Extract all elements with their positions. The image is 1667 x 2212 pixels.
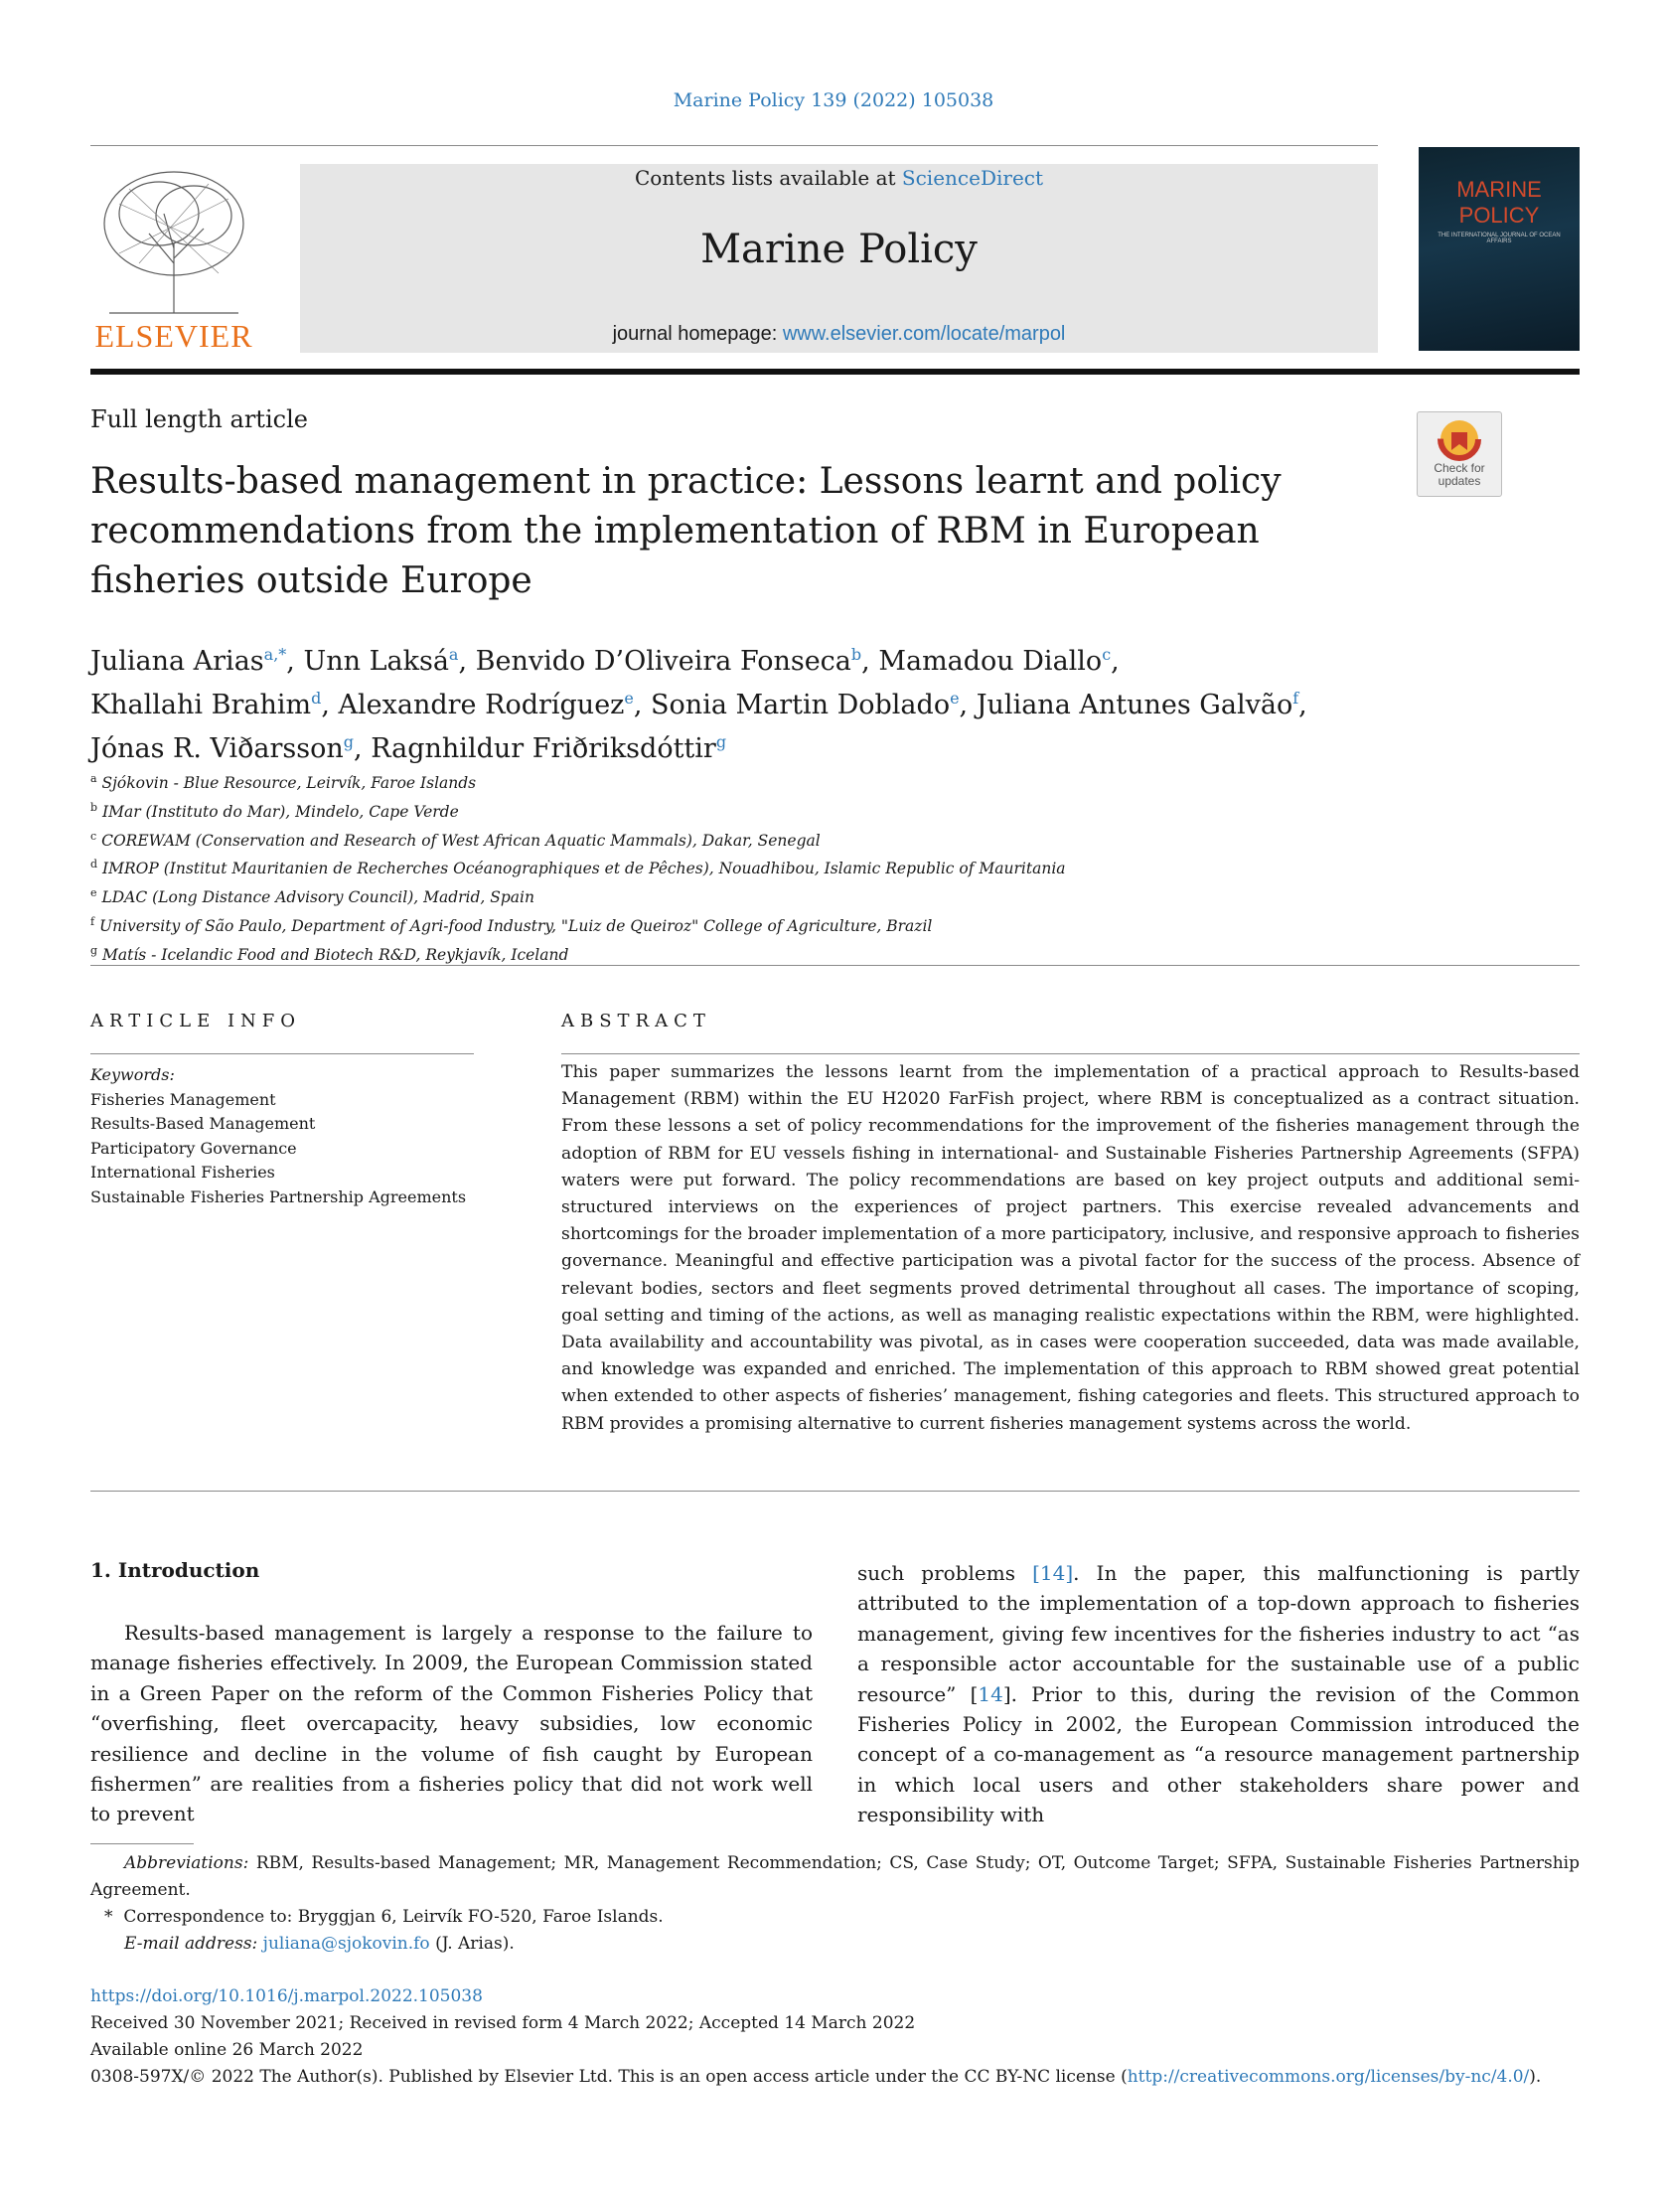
asterisk-marker: * [104,1907,124,1927]
citation-link[interactable]: [14] [1032,1561,1074,1585]
homepage-link[interactable]: www.elsevier.com/locate/marpol [782,323,1066,345]
affiliation-list [90,767,1412,967]
available-online: Available online 26 March 2022 [90,2040,364,2060]
author-name: Juliana Arias [90,646,264,677]
abstract-text: This paper summarizes the lessons learnt from the implementation of a practical approach to Results-based Management (RBM) within the EU H2020 FarFish project, where RBM is conceptualized as a contract situation. From these lessons a set of policy recommendations for the improvement of the fisheries management through the adoption of RBM for EU vessels fishing in international- and Sustainable Fisheries Partnership Agreements (SFPA) waters were put forward. The policy recommendations are based on key project outputs and additional semi-structured interviews on the experiences of project partners. This exercise revealed advancements and shortcomings for the broader implementation of a more participatory, inclusive, and responsive approach to fisheries governance. Meaningful and effective participation was a pivotal factor for the success of the process. Absence of relevant bodies, sectors and fleet segments proved detrimental throughout all cases. The importance of scoping, goal setting and timing of the actions, as well as managing realistic expectations within the RBM, were highlighted. Data availability and accountability was pivotal, as in cases were cooperation succeeded, data was made available, and knowledge was expanded and enriched. The implementation of this approach to RBM showed great potential when extended to other aspects of fisheries’ management, fishing categories and fleets. This structured approach to RBM provides a promising alternative to current fisheries management systems across the world. [561,1062,1580,1434]
author-separator: , [633,690,652,720]
email-link[interactable]: juliana@sjokovin.fo [262,1934,430,1954]
intro-column-right [857,1558,1580,1830]
license-link[interactable]: http://creativecommons.org/licenses/by-nc/4.0/ [1127,2067,1530,2087]
affiliation-item [90,767,1412,796]
author-name: Ragnhildur Friðriksdóttir [371,733,716,764]
author-name: Sonia Martin Doblado [651,690,951,720]
author-separator: , [321,690,339,720]
affiliation-item [90,825,1412,854]
author-affiliation-marker[interactable]: c [1102,645,1112,664]
affiliation-text: Sjókovin - Blue Resource, Leirvík, Faroe Islands [101,774,477,793]
author-name: Khallahi Brahim [90,690,312,720]
intro-column-left: Results-based management is largely a response to the failure to manage fisheries effectively. In 2009, the European Commission stated in a Green Paper on the reform of the Common Fisheries Policy that “overfishing, fleet overcapacity, heavy subsidies, low economic resilience and decline in the volume of fish caught by European fishermen” are realities from a fisheries policy that did not work well to prevent [90,1621,813,1826]
author-separator: , [354,733,372,764]
email-label: E-mail address: [124,1934,258,1954]
author-name: Alexandre Rodríguez [338,690,625,720]
affiliation-key: b [90,800,98,814]
affiliation-key: c [90,829,97,843]
homepage-line [300,323,1378,346]
author-affiliation-marker[interactable]: f [1292,689,1299,708]
affiliation-key: a [90,772,97,785]
affiliation-text: Matís - Icelandic Food and Biotech R&D, Reykjavík, Iceland [101,945,569,964]
intro-text-part3: ]. Prior to this, during the revision of the Common Fisheries Policy in 2002, the European Commission introduced the concept of a co-management as “a resource management partnership in which local users and other stakeholders share power and responsibility with [857,1681,1580,1827]
abbreviations-label: Abbreviations: [124,1853,249,1873]
sciencedirect-link[interactable]: ScienceDirect [901,166,1044,190]
author-separator: , [286,646,304,677]
masthead-thick-rule [90,369,1580,375]
keywords-list [90,1088,478,1210]
affiliation-key: g [90,943,98,957]
author-affiliation-marker[interactable]: g [715,732,727,751]
abstract-rule [561,1053,1580,1054]
author-separator: , [959,690,977,720]
license-statement [90,2064,1580,2091]
keyword-item: Fisheries Management [90,1089,276,1109]
crossmark-label [1418,462,1501,488]
author-affiliation-marker[interactable]: e [950,689,960,708]
correspondence-footnote [90,1904,1580,1931]
contents-prefix: Contents lists available at [634,166,902,190]
keyword-item: Results-Based Management [90,1114,316,1134]
affiliation-item [90,939,1412,968]
keywords-block [90,1063,478,1210]
author-list [90,636,1412,767]
check-for-updates-badge[interactable] [1417,411,1502,497]
affiliation-key: e [90,886,97,899]
keywords-label: Keywords: [90,1065,175,1084]
author-separator: , [1298,690,1307,720]
author-affiliation-marker[interactable]: g [343,732,355,751]
cover-title-line1: MARINE [1456,177,1542,202]
doi-link[interactable]: https://doi.org/10.1016/j.marpol.2022.105038 [90,1986,483,2006]
author-name: Juliana Antunes Galvão [976,690,1293,720]
footnote-rule [90,1843,194,1844]
contents-line [300,166,1378,190]
email-suffix: (J. Arias). [429,1934,515,1954]
author-name: Jónas R. Viðarsson [90,733,344,764]
intro-text-part1: such problems [857,1561,1033,1585]
affiliation-key: f [90,914,95,928]
citation-link[interactable]: 14 [978,1681,1003,1706]
affiliation-item [90,853,1412,881]
email-footnote [90,1931,1580,1958]
abbreviations-footnote [90,1850,1580,1904]
license-prefix: 0308-597X/© 2022 The Author(s). Published by Elsevier Ltd. This is an open access article under the CC BY-NC license ( [90,2067,1128,2087]
author-affiliation-marker[interactable]: a [448,645,459,664]
affiliation-item [90,881,1412,910]
article-title: Results-based management in practice: Lessons learnt and policy recommendations from the implementation of RBM in European fisheries outside Europe [90,461,1282,601]
keyword-item: Sustainable Fisheries Partnership Agreements [90,1186,467,1206]
author-name: Mamadou Diallo [878,646,1103,677]
author-separator: , [861,646,879,677]
affiliation-text: University of São Paulo, Department of Agri-food Industry, "Luiz de Queiroz" College of Agriculture, Brazil [99,916,933,935]
author-separator: , [1111,646,1120,677]
header-rule [90,145,1378,146]
affiliation-item [90,910,1412,939]
article-info-rule [90,1053,474,1054]
author-name: Benvido D’Oliveira Fonseca [475,646,851,677]
author-affiliation-marker[interactable]: e [624,689,634,708]
abstract-heading: ABSTRACT [561,1011,711,1031]
section-heading-introduction: 1. Introduction [90,1558,260,1582]
affiliation-item [90,796,1412,825]
affiliation-text: IMar (Instituto do Mar), Mindelo, Cape Verde [101,802,459,821]
affiliation-key: d [90,858,98,871]
abstract-bottom-rule [90,1491,1580,1492]
crossmark-icon [1418,412,1501,462]
affiliation-text: COREWAM (Conservation and Research of West African Aquatic Mammals), Dakar, Senegal [101,831,821,850]
journal-title: Marine Policy [700,227,978,272]
cover-subtitle: THE INTERNATIONAL JOURNAL OF OCEAN AFFAIRS [1438,233,1561,244]
author-affiliation-marker[interactable]: b [850,645,862,664]
cover-title [1419,177,1580,229]
crossmark-label-line2: updates [1438,474,1481,488]
affiliation-text: IMROP (Institut Mauritanien de Recherches Océanographiques et de Pêches), Nouadhibou, Islamic Republic of Mauritania [101,860,1066,878]
cover-title-line2: POLICY [1458,203,1540,228]
license-suffix: ). [1529,2067,1542,2087]
received-dates: Received 30 November 2021; Received in revised form 4 March 2022; Accepted 14 March 2022 [90,2013,916,2033]
author-name: Unn Laksá [303,646,449,677]
keyword-item: International Fisheries [90,1163,275,1183]
journal-citation[interactable]: Marine Policy 139 (2022) 105038 [673,89,994,111]
article-info-heading: ARTICLE INFO [90,1011,302,1031]
affiliation-rule [90,965,1580,966]
elsevier-wordmark: ELSEVIER [94,318,253,354]
keyword-item: Participatory Governance [90,1138,297,1158]
abbreviations-text: RBM, Results-based Management; MR, Management Recommendation; CS, Case Study; OT, Outcome Target; SFPA, Sustainable Fisheries Partnership Agreement. [90,1853,1580,1900]
crossmark-label-line1: Check for [1434,461,1485,475]
author-separator: , [458,646,476,677]
author-affiliation-marker[interactable]: d [311,689,322,708]
homepage-prefix: journal homepage: [612,323,783,345]
article-type: Full length article [90,405,308,433]
footnotes [90,1850,1580,1958]
intro-text-part2: . In the paper, this malfunctioning is partly attributed to the implementation of a top-down approach to fisheries management, giving few incentives for the fisheries industry to act “as a responsible actor accountable for the sustainable use of a public resource” [ [857,1561,1581,1706]
journal-cover-image[interactable] [1419,147,1580,351]
author-affiliation-marker[interactable]: a,* [263,645,287,664]
affiliation-text: LDAC (Long Distance Advisory Council), Madrid, Spain [101,888,534,907]
correspondence-text: Correspondence to: Bryggjan 6, Leirvík FO-520, Faroe Islands. [123,1907,664,1927]
publication-info [90,1983,1580,2091]
